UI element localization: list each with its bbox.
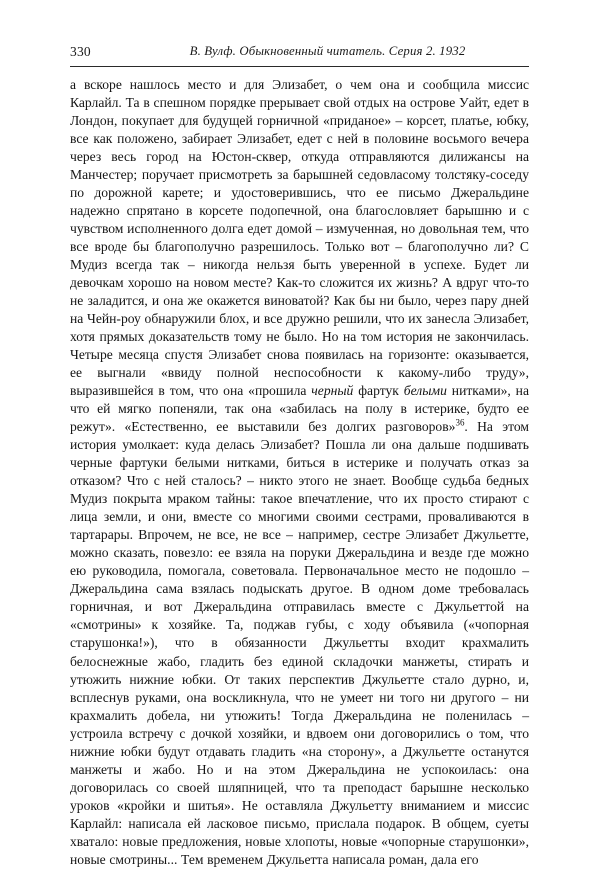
paragraph-segment-3: нитками», на что ей мягко попеняли, так она «забилась на полу в истерике, будто ее режут». «Естественно, ее выставили без долгих разговоров» <box>70 383 529 435</box>
running-head-row <box>70 44 529 61</box>
running-head <box>70 44 529 68</box>
page-number: 330 <box>70 44 91 59</box>
paragraph-segment-4: . На этом история умолкает: куда делась Элизабет? Пошла ли она дальше подшивать черные фартуки белыми нитками, биться в истерике и получать отказ за отказом? Что с ней сталось? – никто этого не знает. Вообще судьба бедных Мудиз покрыта мраком тайны: такое впечатление, что их просто стирают с лица земли, и они, вместе со многими своими сестрами, проваливаются в тартарары. Впрочем, не все, не все – например, сестре Элизабет Джульетте, можно сказать, повезло: ее взяла на поруки Джеральдина и везде где можно ею руководила, помогала, советовала. Первоначальное место не подошло – Джеральдина сама взялась подыскать другое. В одном доме требовалась горничная, и вот Джеральдина отправилась вместе с Джульеттой на «смотрины» к хозяйке. Та, поджав губы, с ходу объявила («чопорная старушонка!»), что в обязанности Джульетты входит крахмалить белоснежные жабо, гладить без единой складочки манжеты, стирать и утюжить нижние юбки. От таких перспектив Джульетте стало дурно, и, всплеснув руками, она воскликнула, что не умеет ни того ни другого – ни крахмалить добела, ни утюжить! Тогда Джеральдина не поленилась – устроила встречу с дочкой хозяйки, и вдвоем они договорились о том, что нижние юбки будут отдавать гладить «на сторону», а Джульетте останутся манжеты и жабо. Но и на этом Джеральдина не успокоилась: она договорилась со своей шляпницей, что та преподаст барышне несколько уроков «кройки и шитья». Не оставляла Джульетту вниманием и миссис Карлайл: написала ей ласковое письмо, прислала подарок. В общем, суеты хватало: новые предложения, новые хлопоты, новые «чопорные старушонки», новые смотрины... Тем временем Джульетта написала роман, дала его <box>70 419 529 867</box>
body-text-column <box>70 76 529 869</box>
header-rule <box>70 66 529 67</box>
body-paragraph <box>70 76 529 869</box>
italic-word-cherny: черный <box>311 383 354 399</box>
running-title: В. Вулф. Обыкновенный читатель. Серия 2. 1932 <box>189 44 466 58</box>
paragraph-segment-1: а вскоре нашлось место и для Элизабет, о чем она и сообщила миссис Карлайл. Та в спешном порядке прерывает свой отдых на острове Уайт, едет в Лондон, покупает для будущей горничной «приданое» – корсет, платье, юбку, все как положено, забирает Элизабет, едет с ней в половине восьмого вечера через весь город на Юстон-сквер, откуда отправляются дилижансы на Манчестер; поручает присмотреть за барышней седовласому толстяку-соседу по дорожной карете; и удостоверившись, что ее письмо Джеральдине надежно спрятано в корсете подопечной, она благословляет барышню и с чувством исполненного долга едет домой – измученная, но довольная тем, что все вроде бы благополучно разрешилось. Только вот – благополучно ли? С Мудиз всегда так – никогда нельзя быть уверенной в успехе. Будет ли девочкам хорошо на новом месте? Как-то сложится их жизнь? А вдруг что-то не заладится, и она же окажется виноватой? Как бы ни было, через пару дней на Чейн-роу обнаружили блох, и все дружно решили, что их занесла Элизабет, хотя прямых доказательств тому не было. Но на том история не закончилась. Четыре месяца спустя Элизабет снова появилась на горизонте: оказывается, ее выгнали «ввиду полной неспособности к какому-либо труду», выразившейся в том, что она «прошила <box>70 77 529 399</box>
footnote-reference: 36 <box>455 417 465 428</box>
italic-word-belymi: белыми <box>403 383 447 399</box>
paragraph-segment-2: фартук <box>353 383 404 399</box>
